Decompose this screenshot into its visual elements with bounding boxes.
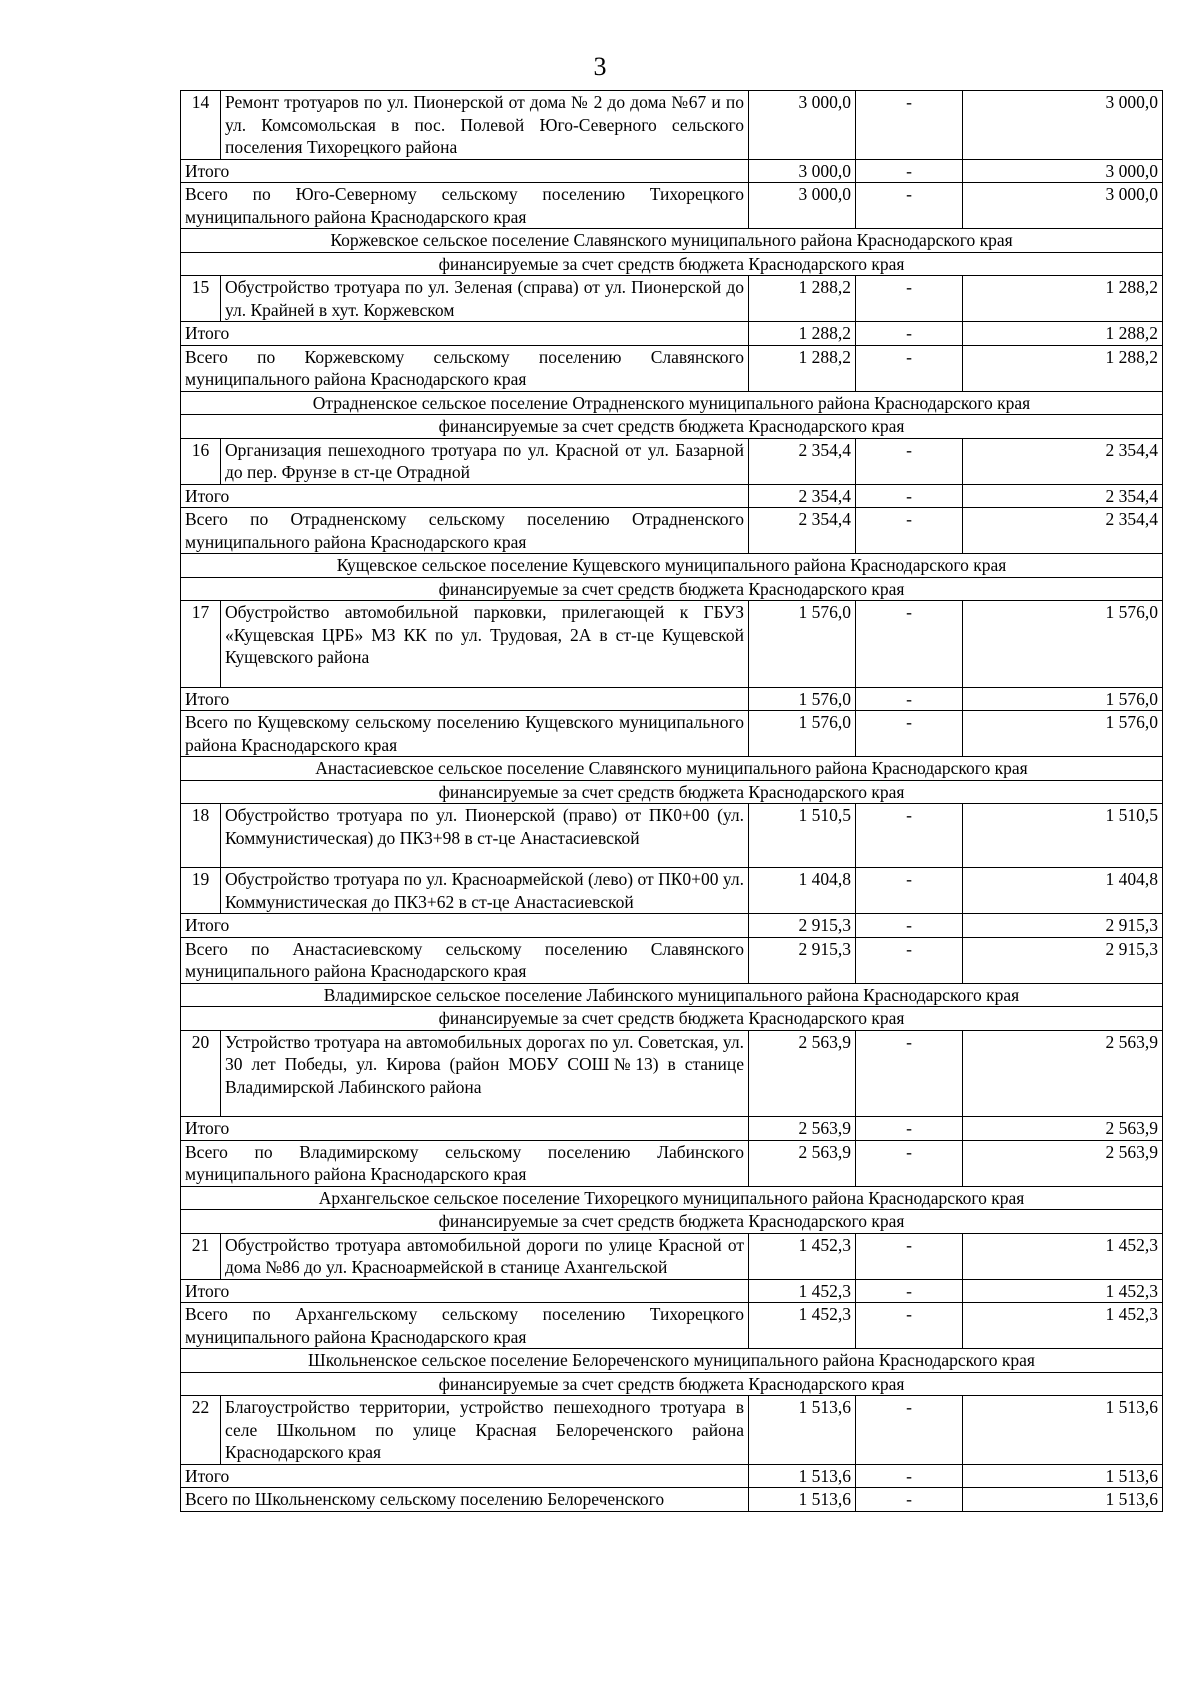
section-header-row [181,391,1163,415]
vsego-row [181,345,1163,391]
vsego-total: 1 288,2 [749,345,856,391]
itogo-dash: - [856,1279,963,1303]
item-dash: - [856,438,963,484]
itogo-total: 2 915,3 [749,914,856,938]
vsego-total: 2 563,9 [749,1140,856,1186]
itogo-dash: - [856,1117,963,1141]
item-total: 1 452,3 [749,1233,856,1279]
itogo-row [181,159,1163,183]
item-value: 3 000,0 [963,91,1163,160]
item-total: 1 510,5 [749,804,856,868]
item-name-text: Организация пешеходного тротуара по ул. Красной от ул. Базарной до пер. Фрунзе в ст-це Отрадной [225,439,744,482]
itogo-row [181,687,1163,711]
item-name [221,1396,749,1465]
item-row [181,91,1163,160]
item-value: 1 510,5 [963,804,1163,868]
item-name-text: Ремонт тротуаров по ул. Пионерской от дома № 2 до дома №67 и по ул. Комсомольская в пос. Полевой Юго-Северного сельского поселения Тихорецкого района [225,92,744,157]
item-number: 16 [181,438,221,484]
itogo-label: Итого [181,159,749,183]
item-name [221,91,749,160]
itogo-row [181,1464,1163,1488]
item-number: 17 [181,601,221,688]
item-row [181,276,1163,322]
vsego-value: 2 354,4 [963,508,1163,554]
itogo-row [181,322,1163,346]
vsego-label: Всего по Анастасиевскому сельскому поселению Славянского муниципального района Краснодарского края [181,937,749,983]
financing-row [181,577,1163,601]
item-row [181,1233,1163,1279]
itogo-dash: - [856,1464,963,1488]
itogo-dash: - [856,484,963,508]
financing-note: финансируемые за счет средств бюджета Краснодарского края [181,252,1163,276]
item-value: 1 404,8 [963,868,1163,914]
item-name-text: Обустройство автомобильной парковки, прилегающей к ГБУЗ «Кущевская ЦРБ» МЗ КК по ул. Трудовая, 2А в ст-це Кущевской Кущевского района [225,602,744,667]
item-row [181,1030,1163,1117]
item-row [181,1396,1163,1465]
vsego-value: 2 915,3 [963,937,1163,983]
financing-note: финансируемые за счет средств бюджета Краснодарского края [181,577,1163,601]
item-total: 1 513,6 [749,1396,856,1465]
vsego-value: 2 563,9 [963,1140,1163,1186]
section-header-row [181,554,1163,578]
financing-note: финансируемые за счет средств бюджета Краснодарского края [181,415,1163,439]
item-number: 21 [181,1233,221,1279]
vsego-value: 1 452,3 [963,1303,1163,1349]
itogo-value: 2 563,9 [963,1117,1163,1141]
vsego-row [181,1488,1163,1512]
item-number: 19 [181,868,221,914]
item-dash: - [856,601,963,688]
itogo-label: Итого [181,322,749,346]
vsego-value: 1 576,0 [963,711,1163,757]
item-name [221,1233,749,1279]
vsego-label: Всего по Коржевскому сельскому поселению Славянского муниципального района Краснодарского края [181,345,749,391]
itogo-total: 1 288,2 [749,322,856,346]
section-header-row [181,983,1163,1007]
financing-row [181,1210,1163,1234]
item-value: 2 354,4 [963,438,1163,484]
item-dash: - [856,804,963,868]
item-number: 20 [181,1030,221,1117]
item-row [181,868,1163,914]
vsego-row [181,1140,1163,1186]
itogo-value: 1 576,0 [963,687,1163,711]
vsego-row [181,937,1163,983]
itogo-label: Итого [181,1464,749,1488]
itogo-label: Итого [181,687,749,711]
section-header: Коржевское сельское поселение Славянского муниципального района Краснодарского края [181,229,1163,253]
item-total: 1 288,2 [749,276,856,322]
item-value: 1 513,6 [963,1396,1163,1465]
row-spacer [225,1098,744,1116]
item-name [221,804,749,868]
vsego-dash: - [856,1140,963,1186]
financing-row [181,780,1163,804]
itogo-value: 2 354,4 [963,484,1163,508]
item-value: 1 452,3 [963,1233,1163,1279]
item-dash: - [856,1396,963,1465]
item-total: 1 576,0 [749,601,856,688]
item-value: 1 576,0 [963,601,1163,688]
financing-row [181,415,1163,439]
vsego-label: Всего по Юго-Северному сельскому поселению Тихорецкого муниципального района Краснодарского края [181,183,749,229]
vsego-total: 1 513,6 [749,1488,856,1512]
financing-row [181,1372,1163,1396]
item-name-text: Обустройство тротуара по ул. Зеленая (справа) от ул. Пионерской до ул. Крайней в хут. Коржевском [225,277,744,320]
item-number: 15 [181,276,221,322]
item-dash: - [856,1233,963,1279]
item-name-text: Устройство тротуара на автомобильных дорогах по ул. Советская, ул. 30 лет Победы, ул. Кирова (район МОБУ СОШ№13) в станице Владимирской Лабинского района [225,1031,744,1097]
financing-row [181,1007,1163,1031]
item-total: 2 354,4 [749,438,856,484]
itogo-total: 1 576,0 [749,687,856,711]
item-name-text: Благоустройство территории, устройство пешеходного тротуара в селе Школьном по улице Красная Белореченского района Краснодарского края [225,1397,744,1462]
financing-row [181,252,1163,276]
vsego-value: 1 288,2 [963,345,1163,391]
financing-note: финансируемые за счет средств бюджета Краснодарского края [181,1007,1163,1031]
itogo-dash: - [856,914,963,938]
itogo-total: 3 000,0 [749,159,856,183]
itogo-total: 2 354,4 [749,484,856,508]
itogo-row [181,1279,1163,1303]
vsego-label: Всего по Школьненскому сельскому поселению Белореченского [181,1488,749,1512]
section-header-row [181,229,1163,253]
itogo-value: 1 452,3 [963,1279,1163,1303]
vsego-label: Всего по Архангельскому сельскому поселению Тихорецкого муниципального района Краснодарского края [181,1303,749,1349]
itogo-total: 2 563,9 [749,1117,856,1141]
section-header: Кущевское сельское поселение Кущевского муниципального района Краснодарского края [181,554,1163,578]
vsego-label: Всего по Отрадненскому сельскому поселению Отрадненского муниципального района Краснодарского края [181,508,749,554]
itogo-row [181,1117,1163,1141]
item-name [221,601,749,688]
financing-table [180,90,1163,1512]
item-total: 2 563,9 [749,1030,856,1117]
item-dash: - [856,1030,963,1117]
itogo-value: 1 513,6 [963,1464,1163,1488]
itogo-total: 1 513,6 [749,1464,856,1488]
section-header: Отрадненское сельское поселение Отрадненского муниципального района Краснодарского края [181,391,1163,415]
itogo-total: 1 452,3 [749,1279,856,1303]
vsego-total: 1 452,3 [749,1303,856,1349]
item-name-text: Обустройство тротуара по ул. Пионерской (право) от ПК0+00 (ул. Коммунистическая) до ПК3+98 в ст-це Анастасиевской [225,805,744,848]
item-name-text: Обустройство тротуара автомобильной дороги по улице Красной от дома №86 до ул. Красноармейской в станице Ахангельской [225,1234,744,1277]
section-header-row [181,1186,1163,1210]
itogo-label: Итого [181,1279,749,1303]
item-name [221,1030,749,1117]
item-value: 1 288,2 [963,276,1163,322]
vsego-total: 1 576,0 [749,711,856,757]
itogo-label: Итого [181,914,749,938]
vsego-value: 1 513,6 [963,1488,1163,1512]
item-row [181,438,1163,484]
item-dash: - [856,91,963,160]
row-spacer [225,849,744,867]
section-header: Владимирское сельское поселение Лабинского муниципального района Краснодарского края [181,983,1163,1007]
itogo-dash: - [856,322,963,346]
vsego-dash: - [856,1303,963,1349]
vsego-label: Всего по Кущевскому сельскому поселению Кущевского муниципального района Краснодарского края [181,711,749,757]
vsego-dash: - [856,508,963,554]
vsego-dash: - [856,937,963,983]
itogo-dash: - [856,159,963,183]
section-header: Анастасиевское сельское поселение Славянского муниципального района Краснодарского края [181,757,1163,781]
item-number: 18 [181,804,221,868]
financing-note: финансируемые за счет средств бюджета Краснодарского края [181,1372,1163,1396]
item-number: 14 [181,91,221,160]
item-name [221,438,749,484]
vsego-total: 2 915,3 [749,937,856,983]
item-total: 3 000,0 [749,91,856,160]
vsego-row [181,711,1163,757]
item-name [221,276,749,322]
page-number: 3 [593,52,607,81]
vsego-row [181,508,1163,554]
itogo-value: 3 000,0 [963,159,1163,183]
vsego-row [181,183,1163,229]
vsego-label: Всего по Владимирскому сельскому поселению Лабинского муниципального района Краснодарского края [181,1140,749,1186]
vsego-total: 3 000,0 [749,183,856,229]
item-number: 22 [181,1396,221,1465]
vsego-dash: - [856,345,963,391]
item-name-text: Обустройство тротуара по ул. Красноармейской (лево) от ПК0+00 ул. Коммунистическая до ПК3+62 в ст-це Анастасиевской [225,869,744,912]
row-spacer [225,669,744,687]
itogo-row [181,484,1163,508]
vsego-dash: - [856,711,963,757]
section-header-row [181,757,1163,781]
vsego-row [181,1303,1163,1349]
item-row [181,804,1163,868]
financing-note: финансируемые за счет средств бюджета Краснодарского края [181,1210,1163,1234]
vsego-dash: - [856,1488,963,1512]
itogo-value: 1 288,2 [963,322,1163,346]
itogo-value: 2 915,3 [963,914,1163,938]
financing-note: финансируемые за счет средств бюджета Краснодарского края [181,780,1163,804]
item-dash: - [856,868,963,914]
itogo-row [181,914,1163,938]
item-total: 1 404,8 [749,868,856,914]
item-row [181,601,1163,688]
itogo-dash: - [856,687,963,711]
item-name [221,868,749,914]
section-header-row [181,1349,1163,1373]
vsego-dash: - [856,183,963,229]
item-dash: - [856,276,963,322]
section-header: Школьненское сельское поселение Белореченского муниципального района Краснодарского края [181,1349,1163,1373]
vsego-value: 3 000,0 [963,183,1163,229]
section-header: Архангельское сельское поселение Тихорецкого муниципального района Краснодарского края [181,1186,1163,1210]
vsego-total: 2 354,4 [749,508,856,554]
item-value: 2 563,9 [963,1030,1163,1117]
itogo-label: Итого [181,484,749,508]
itogo-label: Итого [181,1117,749,1141]
